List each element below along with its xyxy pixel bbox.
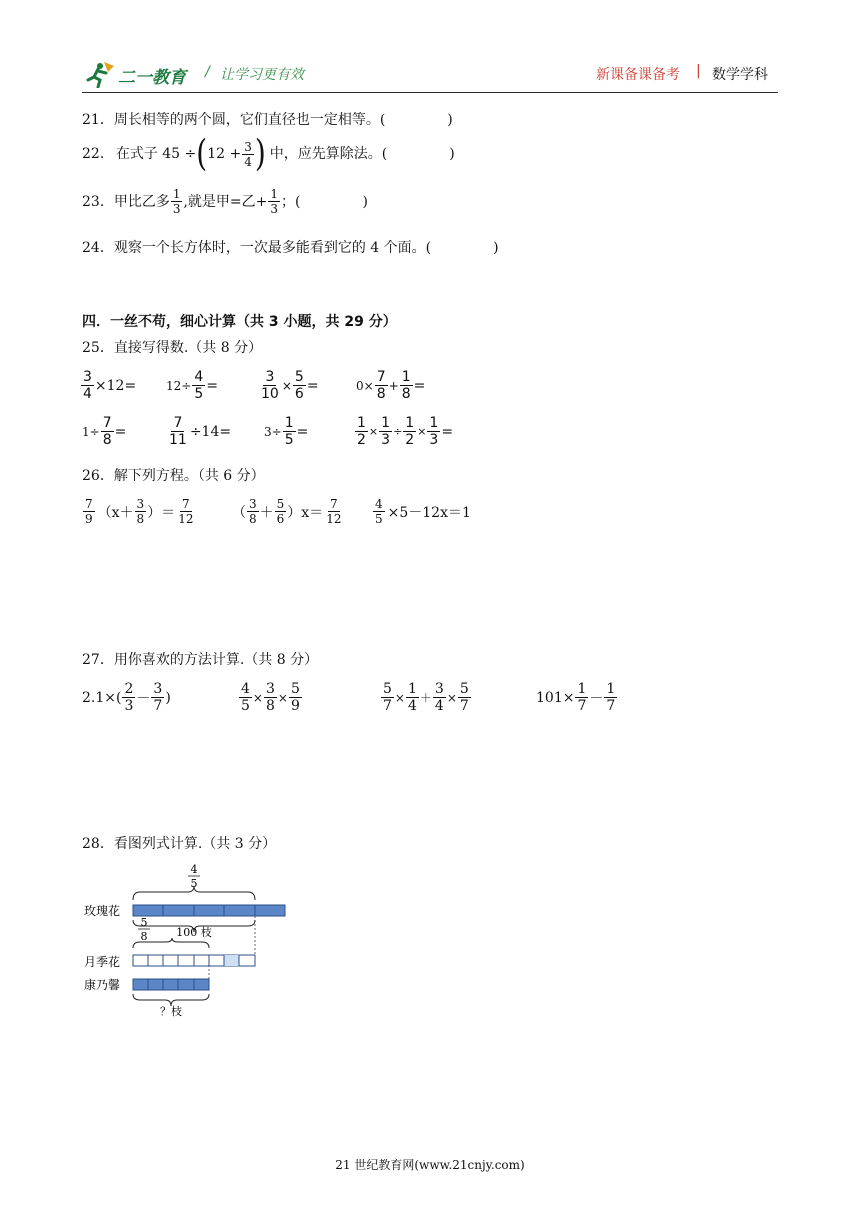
fraction: $\frac{7}{9}$ xyxy=(85,497,93,526)
calc-27-3: $\frac{5}{7}$ × $\frac{1}{4}$ ＋ $\frac{3}{4}$ × $\frac{5}{7}$ xyxy=(383,681,469,714)
bar-diagram-svg xyxy=(80,862,310,1022)
label-carnation: 康乃馨 xyxy=(84,978,121,992)
answer-paren-close: ) xyxy=(449,146,455,162)
calc-25-4: 0× $\frac{7}{8}$ + $\frac{1}{8}$ = xyxy=(356,369,426,402)
fraction: $\frac{2}{3}$ xyxy=(124,681,134,714)
calc-25-8: $\frac{1}{2}$ × $\frac{1}{3}$ ÷ $\frac{1}{2}$ × $\frac{1}{3}$ = xyxy=(357,415,454,448)
calc-25-6: $\frac{7}{11}$ ÷14= xyxy=(169,415,232,448)
fraction: $\frac{5}{6}$ xyxy=(276,497,285,526)
question-number: 24． xyxy=(82,240,114,256)
footer-source: 21 世纪教育网(www.21cnjy.com) xyxy=(335,1158,525,1172)
calc-27-1: 2.1×( $\frac{2}{3}$ － $\frac{3}{7}$ ) xyxy=(82,681,171,714)
paren-close: ) xyxy=(254,131,266,175)
bar-diagram xyxy=(80,862,310,1022)
label-chinarose: 月季花 xyxy=(84,955,121,969)
calc-27-4: 101× $\frac{1}{7}$ － $\frac{1}{7}$ xyxy=(536,681,616,714)
header-label-subject: 数学学科 xyxy=(712,67,768,83)
expression-term: 12 + xyxy=(207,146,242,162)
carnation-bar xyxy=(133,979,209,990)
fraction: $\frac{4}{5}$ xyxy=(241,681,250,714)
calc-25-3: $\frac{3}{10}$ × $\frac{5}{6}$ = xyxy=(261,369,319,402)
mid-frac-num: 5 xyxy=(140,916,148,929)
fraction: $\frac{4}{5}$ xyxy=(194,369,204,402)
fraction: $\frac{3}{10}$ xyxy=(261,369,279,402)
question-text: 观察一个长方体时，一次最多能看到它的 4 个面。( xyxy=(113,240,432,256)
question-number: 23． xyxy=(82,193,114,210)
question-text: 周长相等的两个圆，它们直径也一定相等。( xyxy=(113,112,386,128)
calc-25-5: 1÷ $\frac{7}{8}$ = xyxy=(82,415,127,448)
answer-paren-close: ) xyxy=(447,112,453,128)
question-text: ；( xyxy=(281,193,301,210)
question-text: 中，应先算除法。( xyxy=(269,146,388,162)
fraction: $\frac{1}{7}$ xyxy=(577,681,587,714)
fraction: $\frac{5}{9}$ xyxy=(290,681,300,714)
top-frac-num: 4 xyxy=(190,863,198,876)
top-frac-den: 5 xyxy=(190,877,198,890)
calc-27-2: $\frac{4}{5}$ × $\frac{3}{8}$ × $\frac{5}{9}$ xyxy=(241,681,300,714)
fraction: $\frac{7}{12}$ xyxy=(178,497,194,526)
answer-paren-close: ) xyxy=(362,193,368,210)
question-text: 甲比乙多 xyxy=(113,193,170,210)
header-separator: / xyxy=(205,64,210,80)
fraction: $\frac{5}{7}$ xyxy=(383,681,392,714)
logo-runner-icon xyxy=(84,60,114,88)
chinarose-shade xyxy=(224,955,239,966)
calc-25-7: 3÷ $\frac{1}{5}$ = xyxy=(264,415,309,448)
equation-26-3: $\frac{4}{5}$ ×5－12x＝1 xyxy=(375,497,471,526)
fraction: $\frac{3}{4}$ xyxy=(434,681,444,714)
mid-frac-den: 8 xyxy=(140,930,148,943)
rose-bar xyxy=(133,905,285,916)
fraction: $\frac{1}{3}$ xyxy=(172,187,181,216)
logo-text: 二一教育 xyxy=(118,68,186,88)
fraction: $\frac{1}{2}$ xyxy=(405,415,415,448)
fraction: $\frac{1}{4}$ xyxy=(407,681,417,714)
question-21 xyxy=(82,110,453,130)
equation-26-1: $\frac{7}{9}$ （x＋ $\frac{3}{8}$ ）＝ $\frac{7}{12}$ xyxy=(85,497,194,526)
question-26-title: 26．解下列方程。（共 6 分） xyxy=(82,468,265,484)
calc-25-2: 12÷ $\frac{4}{5}$ = xyxy=(166,369,218,402)
fraction: $\frac{1}{3}$ xyxy=(270,187,279,216)
label-rose: 玫瑰花 xyxy=(84,904,121,918)
header-slogan: 让学习更有效 xyxy=(220,67,304,83)
section-title: 四．一丝不苟，细心计算（共 3 小题，共 29 分） xyxy=(82,314,397,330)
fraction: $\frac{4}{5}$ xyxy=(375,497,383,526)
question-number: 21． xyxy=(82,112,114,128)
question-count: ？枝 xyxy=(160,1005,182,1018)
question-number: 22． xyxy=(82,146,114,162)
paren-open: ( xyxy=(196,131,208,175)
equation-26-2: （ $\frac{3}{8}$ ＋ $\frac{5}{6}$ ）x＝ $\frac{7}{12}$ xyxy=(232,497,342,526)
question-23 xyxy=(82,188,368,215)
fraction: $\frac{1}{3}$ xyxy=(381,415,391,448)
fraction: $\frac{7}{8}$ xyxy=(102,415,112,448)
fraction: $\frac{1}{7}$ xyxy=(606,681,616,714)
header-rule xyxy=(82,92,778,93)
answer-paren-close: ) xyxy=(493,240,499,256)
fraction: $\frac{5}{6}$ xyxy=(294,369,304,402)
fraction: $\frac{7}{8}$ xyxy=(376,369,386,402)
question-24 xyxy=(82,238,499,258)
fraction: $\frac{3}{4}$ xyxy=(83,369,92,402)
fraction: $\frac{7}{12}$ xyxy=(326,497,342,526)
fraction: $\frac{3}{4}$ xyxy=(244,139,252,169)
question-25-title: 25．直接写得数.（共 8 分） xyxy=(82,340,263,356)
fraction: $\frac{3}{8}$ xyxy=(265,681,275,714)
fraction: $\frac{1}{8}$ xyxy=(401,369,411,402)
question-text: 在式子 45 ÷ xyxy=(115,146,197,162)
fraction: $\frac{1}{5}$ xyxy=(284,415,294,448)
fraction: $\frac{1}{2}$ xyxy=(357,415,366,448)
question-22 xyxy=(82,131,455,175)
fraction: $\frac{5}{7}$ xyxy=(459,681,469,714)
question-27-title: 27．用你喜欢的方法计算.（共 8 分） xyxy=(82,652,319,668)
header-label-course: 新课备课备考 xyxy=(596,67,680,83)
fraction: $\frac{7}{11}$ xyxy=(169,415,187,448)
question-text: ,就是甲=乙+ xyxy=(183,193,268,210)
calc-25-1: $\frac{3}{4}$ ×12= xyxy=(83,369,137,402)
fraction: $\frac{3}{7}$ xyxy=(153,681,163,714)
header-divider: | xyxy=(696,63,701,79)
fraction: $\frac{3}{8}$ xyxy=(249,497,257,526)
fraction: $\frac{3}{8}$ xyxy=(136,497,145,526)
fraction: $\frac{1}{3}$ xyxy=(429,415,439,448)
question-28-title: 28．看图列式计算.（共 3 分） xyxy=(82,836,277,852)
rose-count: 100 枝 xyxy=(176,926,212,939)
